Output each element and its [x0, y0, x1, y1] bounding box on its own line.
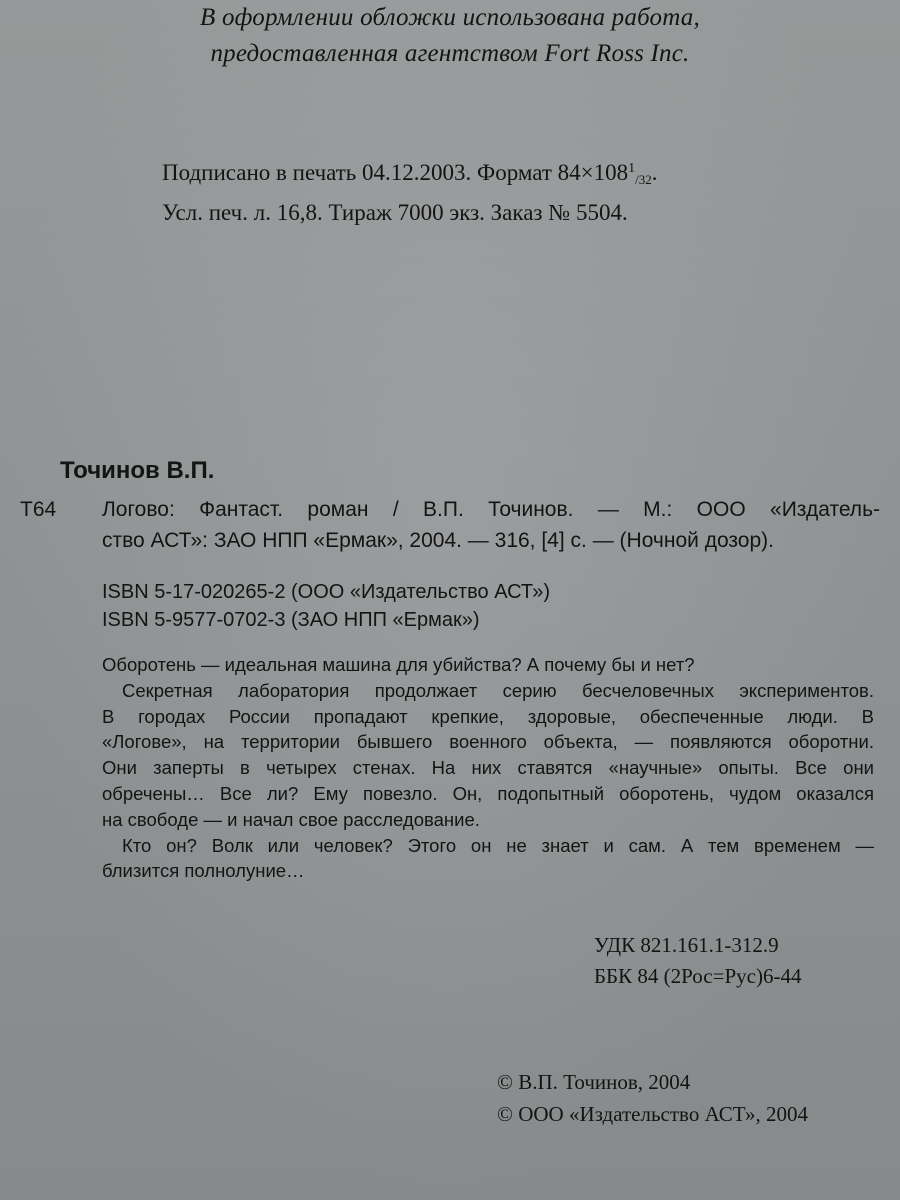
annotation-line-3: В городах России пропадают крепкие, здоровые, обеспеченные люди. В	[102, 705, 874, 727]
annotation-line-5: Они заперты в четырех стенах. На них ставятся «научные» опыты. Все они	[102, 757, 874, 779]
copyright-author: © В.П. Точинов, 2004	[497, 1070, 691, 1094]
copyright-publisher: © ООО «Издательство АСТ», 2004	[497, 1102, 808, 1126]
copyright-notice	[497, 1066, 808, 1130]
annotation-line-4: «Логове», на территории бывшего военного объекта, — появляются оборотни.	[102, 731, 874, 753]
annotation-line-9: близится полнолуние…	[102, 860, 305, 882]
format-numerator: 1	[628, 161, 636, 176]
cover-credit-line-1: В оформлении обложки использована работа,	[200, 4, 700, 31]
annotation-line-7: на свободе — и начал свое расследование.	[102, 808, 480, 830]
imprint-line-1-end: .	[651, 160, 658, 185]
catalog-description-2: ство АСТ»: ЗАО НПП «Ермак», 2004. — 316, [4] с. — (Ночной дозор).	[102, 529, 774, 552]
isbn-ermak: ISBN 5-9577-0702-3 (ЗАО НПП «Ермак»)	[102, 609, 480, 631]
cover-credit	[0, 0, 900, 72]
catalog-author-heading: Точинов В.П.	[60, 457, 215, 484]
catalog-entry	[20, 494, 880, 556]
format-denominator: /32	[635, 172, 652, 187]
isbn-ast: ISBN 5-17-020265-2 (ООО «Издательство АСТ»)	[102, 581, 550, 603]
print-imprint	[162, 152, 658, 229]
isbn-list	[102, 578, 550, 634]
udk-code: УДК 821.161.1-312.9	[594, 933, 779, 957]
annotation-line-6: обречены… Все ли? Ему повезло. Он, подопытный оборотень, чудом оказался	[102, 782, 874, 804]
imprint-line-2: Усл. печ. л. 16,8. Тираж 7000 экз. Заказ № 5504.	[162, 200, 628, 225]
catalog-entry-line-1	[20, 494, 880, 525]
annotation	[102, 652, 874, 884]
annotation-line-8: Кто он? Волк или человек? Этого он не знает и сам. А тем временем —	[122, 834, 874, 856]
imprint-line-1	[162, 152, 658, 196]
bbk-code: ББК 84 (2Рос=Рус)6-44	[594, 964, 802, 988]
cover-credit-line-2: предоставленная агентством Fort Ross Inc.	[210, 40, 690, 67]
catalog-description-1: Логово: Фантаст. роман / В.П. Точинов. — М.: ООО «Издатель-	[102, 498, 880, 521]
catalog-code: Т64	[20, 498, 57, 521]
classification-codes	[594, 930, 801, 992]
annotation-line-2: Секретная лаборатория продолжает серию бесчеловечных экспериментов.	[122, 679, 874, 701]
annotation-line-1: Оборотень — идеальная машина для убийства? А почему бы и нет?	[102, 654, 695, 675]
imprint-format: Подписано в печать 04.12.2003. Формат 84×108	[162, 160, 629, 185]
